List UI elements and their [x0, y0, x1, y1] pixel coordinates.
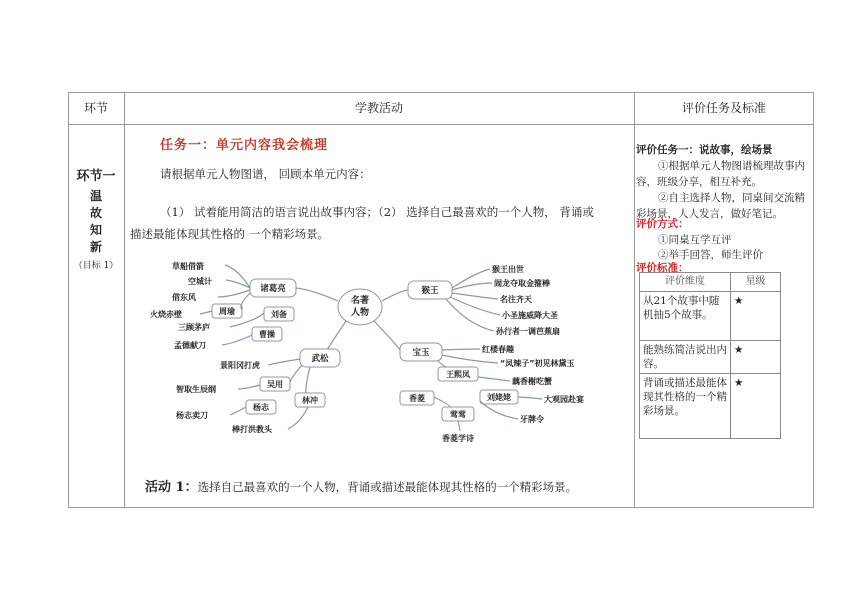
eval-standard-table: [639, 272, 781, 439]
link: [238, 385, 260, 389]
header-evaluation: 评价任务及标准: [681, 101, 766, 115]
header-activities: 学教活动: [354, 101, 403, 115]
leaf-text: 三顾茅庐: [178, 323, 210, 332]
link: [518, 397, 542, 399]
eval-dimension: 背诵或描述最能体现其性格的一个精彩场景。: [640, 374, 731, 439]
link: [218, 290, 250, 297]
link: [442, 349, 480, 350]
leaf-text: 香菱学诗: [442, 434, 474, 443]
task-title: 任务一：单元内容我会梳理: [160, 138, 329, 153]
leaf-text: 火烧赤壁: [150, 310, 182, 319]
link: [446, 299, 494, 331]
node-linchong-label: 林冲: [302, 396, 318, 405]
eval-method-1: ①同桌互学互评: [658, 234, 732, 246]
eval-item-1: ①根据单元人物图谱梳理故事内容，班级分享，相互补充。: [636, 160, 805, 188]
header-stage: 环节: [83, 101, 108, 115]
link: [226, 280, 250, 288]
eval-method-label: 评价方式：: [636, 218, 689, 230]
node-wangxifeng-label: 王熙凤: [446, 370, 470, 379]
leaf-text: 大观园赴宴: [544, 395, 584, 404]
column-divider-2: [634, 92, 635, 508]
leaf-text: 孙行者一调芭蕉扇: [496, 327, 560, 336]
link: [200, 311, 212, 314]
leaf-text: “凤辣子”初见林黛玉: [500, 359, 575, 368]
eval-header-dimension: 评价维度: [640, 273, 731, 292]
section-vertical-text: [69, 188, 123, 256]
node-wusong-label: 武松: [311, 354, 329, 364]
node-yingying-label: 莺莺: [450, 410, 466, 419]
eval-task-title: 评价任务一：说故事，绘场景: [636, 144, 773, 156]
link: [374, 321, 400, 350]
link: [295, 288, 338, 301]
eval-table-header: [640, 273, 781, 292]
leaf-text: 小圣施威降大圣: [502, 311, 558, 320]
leaf-text: 棒打洪教头: [232, 425, 272, 434]
link: [478, 377, 510, 381]
link: [452, 293, 498, 299]
leaf-text: 空城计: [188, 277, 212, 286]
leaf-text: 借东风: [172, 293, 196, 302]
link: [325, 321, 346, 353]
task-line-2: 描述最能体现其性格的 一个精彩场景。: [130, 227, 330, 241]
header-divider: [68, 124, 814, 125]
link: [450, 297, 500, 315]
eval-star: ★: [731, 341, 781, 374]
eval-standard-label: 评价标准：: [636, 262, 689, 274]
leaf-text: 猴王出世: [492, 265, 524, 274]
section-char: 温: [89, 189, 102, 203]
eval-method-2: ②举手回答，师生评价: [658, 249, 763, 261]
link: [222, 335, 252, 345]
task-line-1: （1） 试着能用简洁的语言说出故事内容；（2） 选择自己最喜欢的一个人物， 背诵或: [160, 205, 594, 219]
node-wuyong-label: 吴用: [267, 380, 283, 389]
node-houwang-label: 猴王: [421, 286, 439, 296]
eval-star: ★: [731, 374, 781, 439]
center-label-1: 名著: [350, 296, 370, 306]
mind-map-center: [338, 289, 382, 325]
link: [288, 407, 308, 429]
link: [434, 397, 450, 407]
activity-line: [145, 476, 577, 495]
eval-dimension: 从21个故事中随机抽5个故事。: [640, 292, 731, 341]
eval-row: [640, 374, 781, 439]
activity-text: 选择自己最喜欢的一个人物，背诵或描述最能体现其性格的一个精彩场景。: [197, 480, 578, 494]
node-liulaolao-label: 刘姥姥: [487, 393, 511, 402]
eval-header-star: 星级: [731, 273, 781, 292]
character-mind-map: [150, 255, 620, 445]
section-char: 故: [89, 206, 102, 220]
link: [382, 290, 408, 301]
leaf-text: 红楼春趣: [482, 345, 514, 354]
leaf-text: 名注齐天: [500, 295, 532, 304]
node-xiangling-label: 香菱: [409, 394, 425, 403]
leaf-text: 牙牌令: [520, 415, 544, 424]
leaf-text: 杨志卖刀: [176, 411, 208, 420]
leaf-text: 草船借箭: [172, 262, 204, 271]
section-title: 环节一: [76, 169, 116, 184]
link: [442, 355, 498, 363]
eval-row: [640, 341, 781, 374]
leaf-text: 景阳冈打虎: [220, 361, 260, 370]
node-caocao-label: 曹操: [259, 330, 275, 339]
section-char: 知: [89, 223, 102, 237]
leaf-text: 孟德献刀: [174, 341, 206, 350]
center-label-2: 人物: [350, 308, 370, 318]
eval-item-2: ②自主选择人物，同桌间交流精彩场景，人人发言，做好笔记。: [636, 192, 805, 220]
link: [458, 421, 460, 431]
leaf-text: 藕香榭吃蟹: [512, 377, 552, 386]
section-goal: （目标 1）: [73, 261, 119, 271]
eval-row: [640, 292, 781, 341]
activity-label: 活动 1：: [145, 480, 198, 495]
eval-star: ★: [731, 292, 781, 341]
node-baoyu-label: 宝玉: [412, 348, 430, 358]
node-yangzhi-label: 杨志: [253, 403, 269, 412]
link: [230, 407, 246, 415]
leaf-text: 闹龙夺取金箍棒: [494, 279, 550, 288]
eval-dimension: 能熟练简洁说出内容。: [640, 341, 731, 374]
link: [268, 359, 300, 365]
section-char: 新: [89, 240, 102, 254]
node-zhouyu-label: 周瑜: [219, 307, 235, 316]
link: [225, 265, 250, 288]
task-intro: 请根据单元人物图谱， 回顾本单元内容：: [160, 167, 371, 181]
node-liubei-label: 刘备: [271, 310, 287, 319]
link: [438, 361, 446, 367]
link: [290, 365, 302, 383]
link: [306, 367, 310, 393]
node-zhuge-label: 诸葛亮: [260, 284, 286, 294]
column-divider-1: [124, 92, 125, 508]
leaf-text: 智取生辰纲: [176, 385, 216, 394]
